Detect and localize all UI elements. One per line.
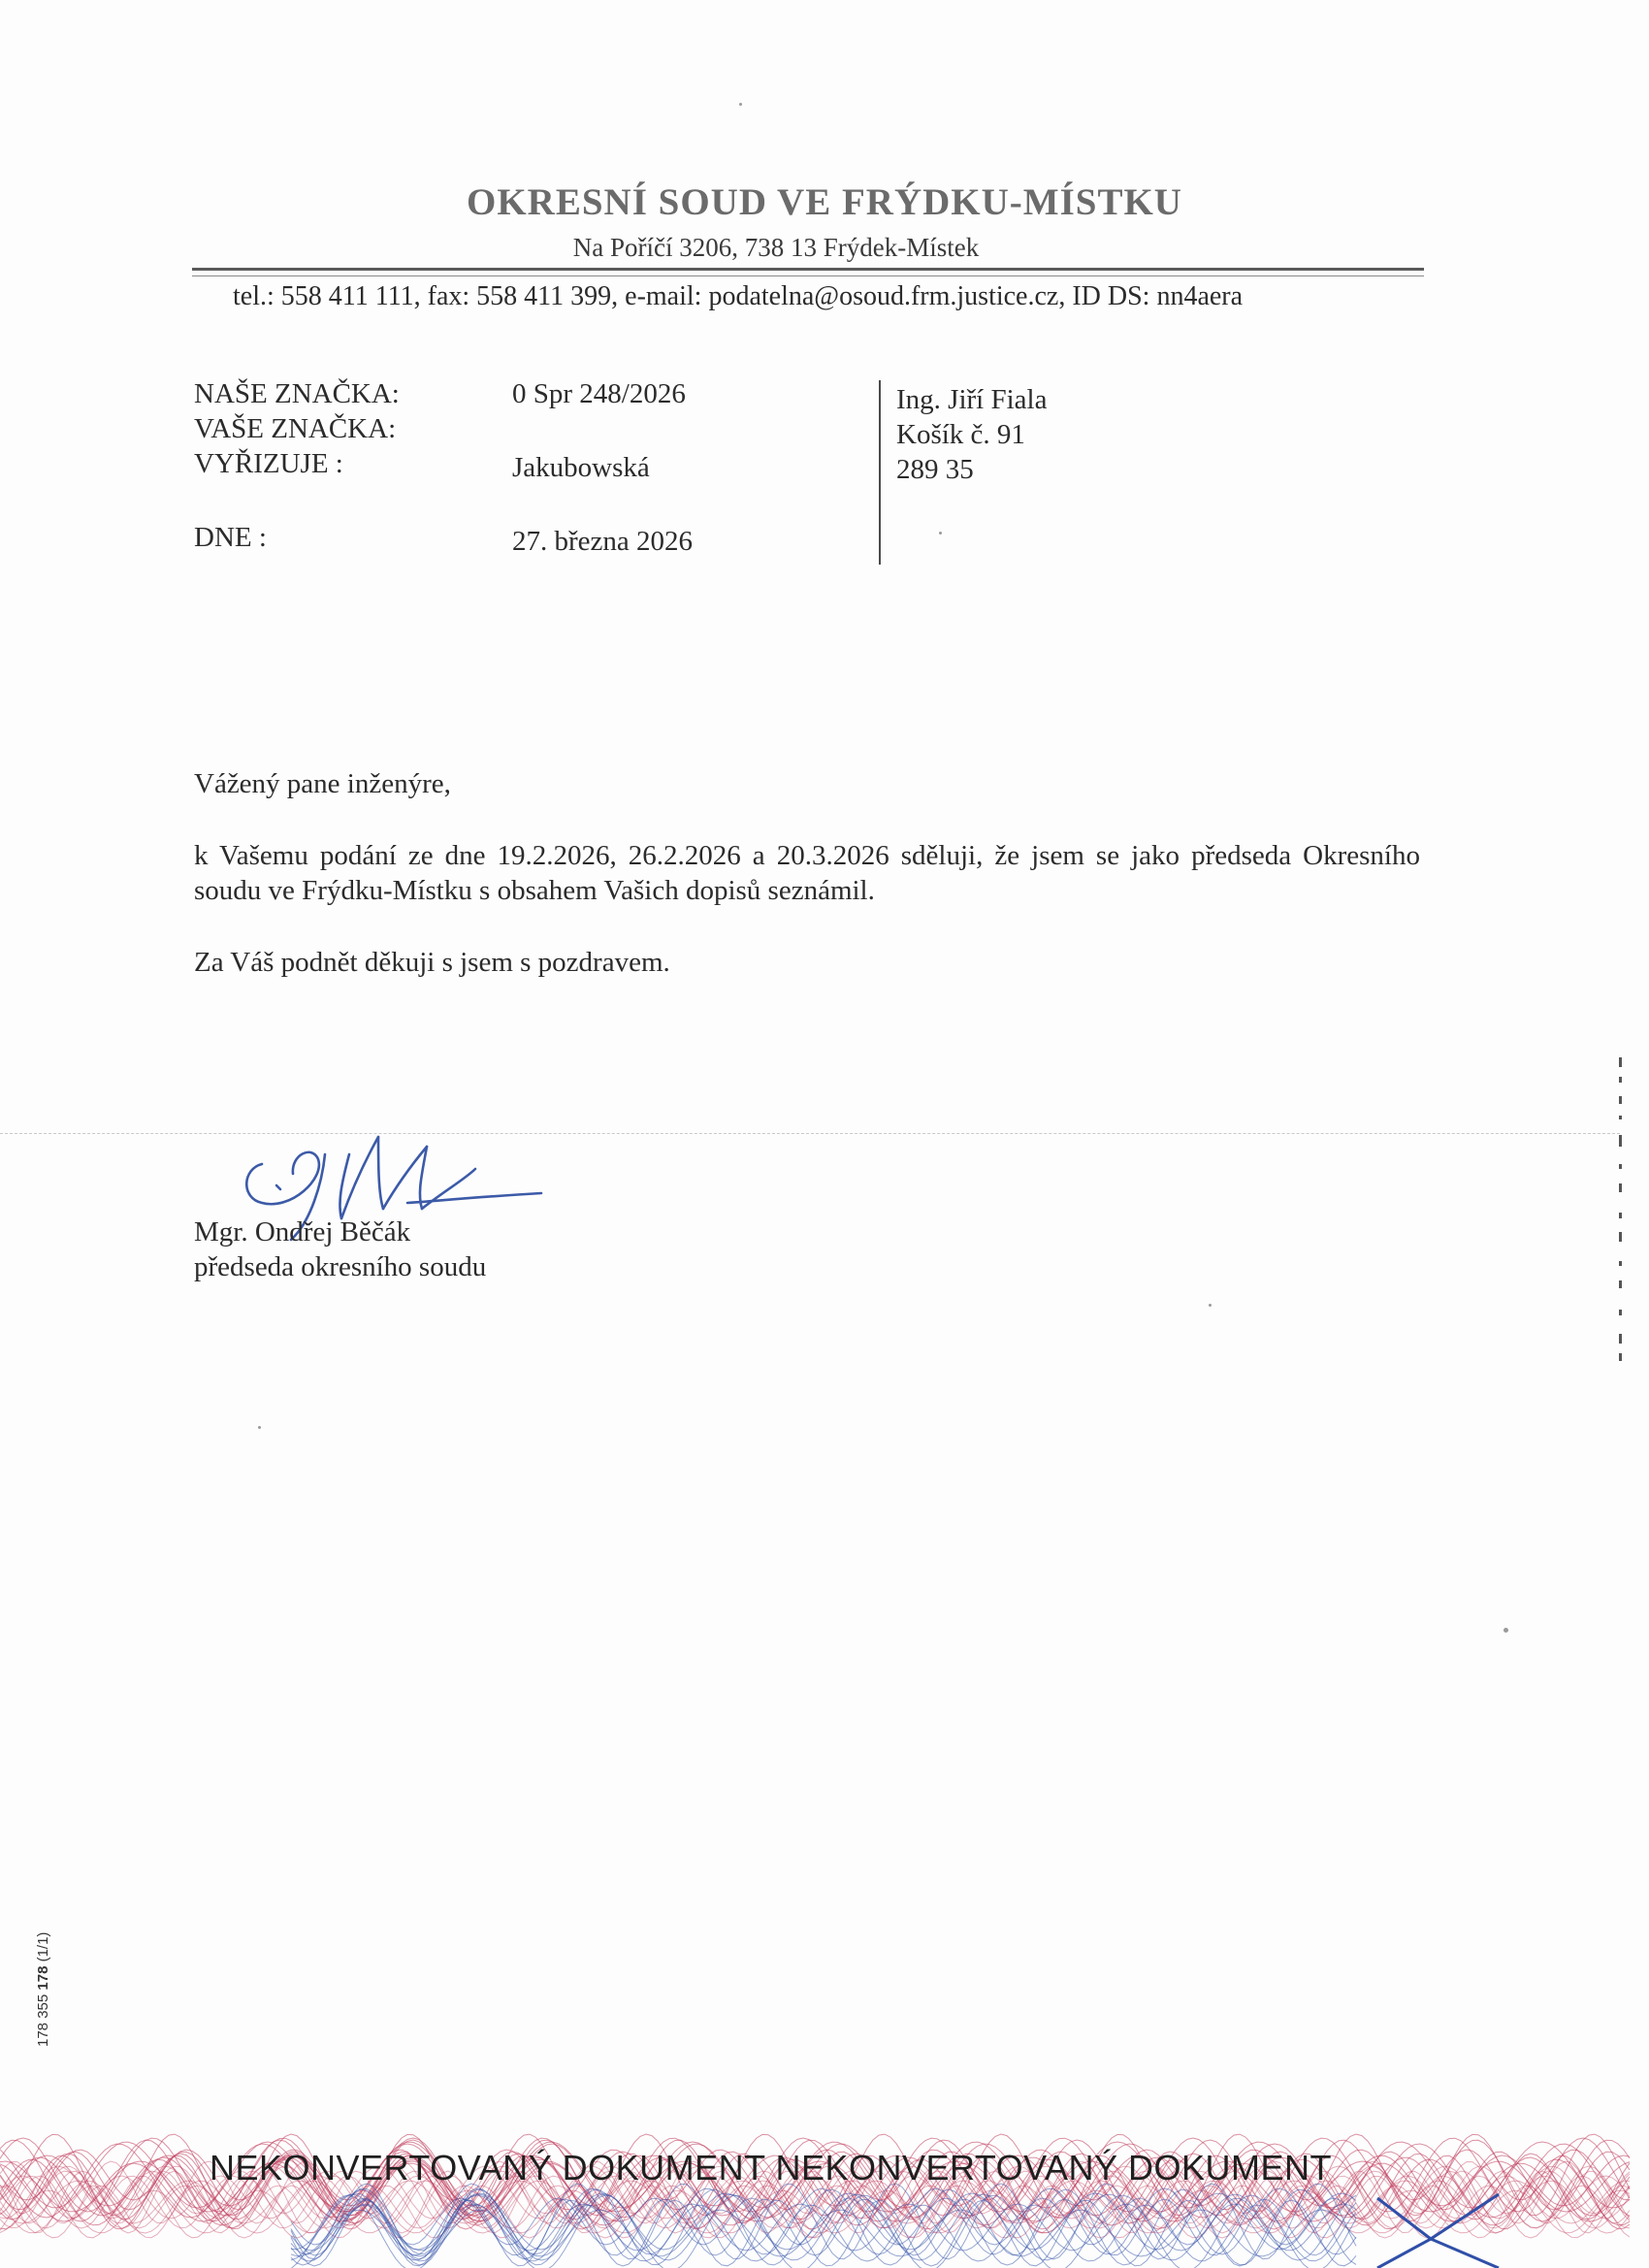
recipient-street: Košík č. 91 [896,419,1025,450]
body-paragraph: k Vašemu podání ze dne 19.2.2026, 26.2.2026 a 20.3.2026 sděluji, že jsem se jako předseda Okresního soudu ve Frýdku-Místku s obsahem Vašich dopisů seznámil. [194,840,1420,906]
watermark-text: NEKONVERTOVANÝ DOKUMENT NEKONVERTOVANÝ DOKUMENT [210,2148,1333,2187]
date-value: 27. března 2026 [512,526,694,557]
recipient-name: Ing. Jiří Fiala [896,384,1048,415]
guilloche-pattern [0,2124,1649,2268]
header-rule-thin [192,275,1424,276]
salutation: Vážený pane inženýre, [194,768,451,799]
recipient-postcode: 289 35 [896,454,974,485]
scan-speck [739,103,742,106]
scan-speck [1209,1304,1212,1307]
our-ref-value: 0 Spr 248/2026 [512,378,686,409]
handled-by-value: Jakubowská [512,452,650,483]
signer-name: Mgr. Ondřej Běčák [194,1216,411,1247]
header-rule [192,268,1424,271]
scan-speck [939,532,942,535]
handled-by-label: VYŘIZUJE : [194,448,343,479]
address-divider [879,380,881,565]
date-label: DNE : [194,522,267,553]
scan-speck [258,1426,261,1429]
your-ref-label: VAŠE ZNAČKA: [194,413,397,444]
closing-line: Za Váš podnět děkuji s jsem s pozdravem. [194,947,670,978]
scan-edge-marks [1618,1057,1624,1368]
scan-id: 178 355 178 (1/1) [35,1931,51,2047]
court-address: Na Poříčí 3206, 738 13 Frýdek-Místek [572,233,980,262]
court-contact: tel.: 558 411 111, fax: 558 411 399, e-mail: podatelna@osoud.frm.justice.cz, ID DS: nn4aera [233,281,1244,311]
scan-speck [1504,1628,1508,1633]
signer-title: předseda okresního soudu [194,1251,487,1282]
our-ref-label: NAŠE ZNAČKA: [194,378,400,409]
court-name: OKRESNÍ SOUD VE FRÝDKU-MÍSTKU [467,181,1182,223]
